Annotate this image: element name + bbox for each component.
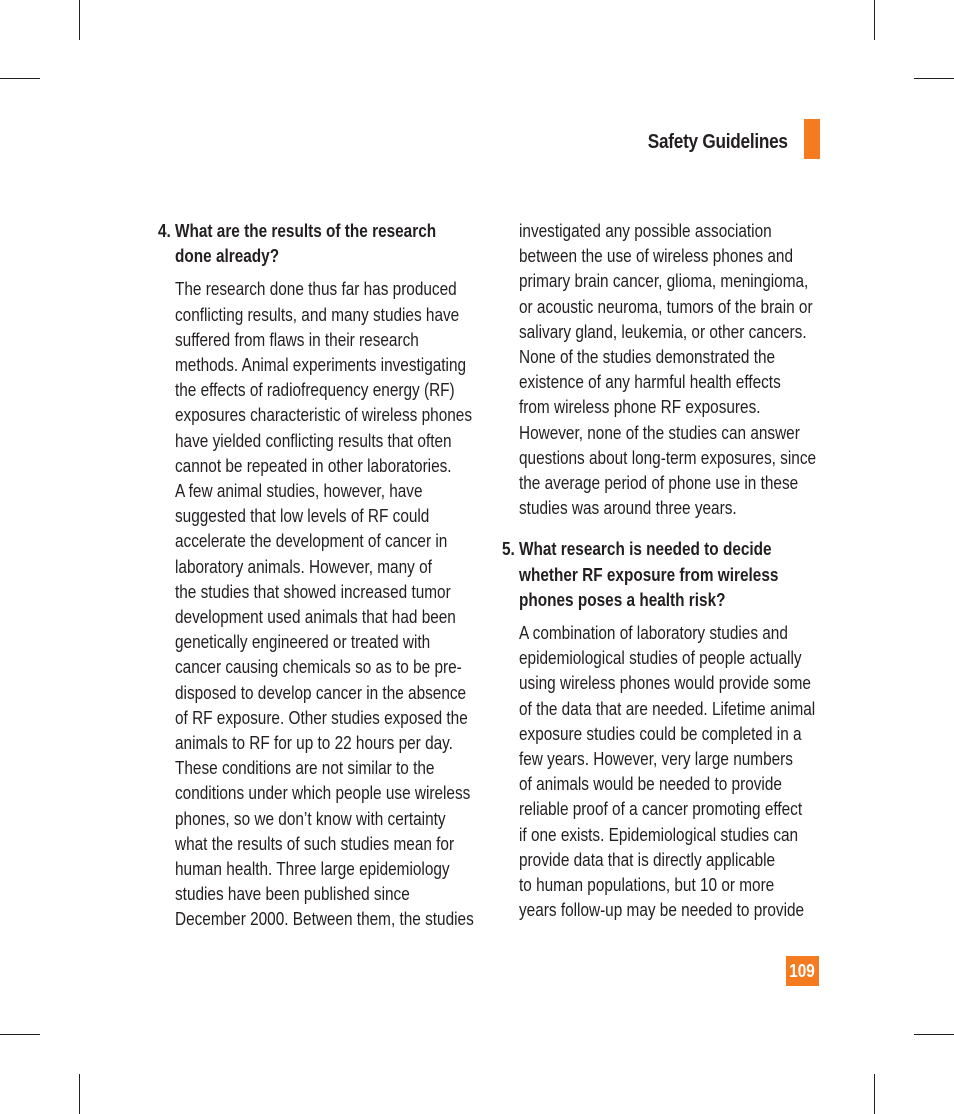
crop-mark-bottom-right-vertical [874,1074,875,1114]
question-5-title-line: phones poses a health risk? [519,588,726,610]
answer-line: suffered from flaws in their research [175,328,419,350]
answer-line: animals to RF for up to 22 hours per day. [175,732,453,754]
question-5-title-line: whether RF exposure from wireless [519,563,779,585]
question-5-heading [502,536,832,612]
answer-line: using wireless phones would provide some [519,672,811,694]
answer-line: from wireless phone RF exposures. [519,396,761,418]
section-title: Safety Guidelines [648,131,788,153]
answer-line: investigated any possible association [519,220,772,241]
section-tab-marker [804,119,820,159]
crop-mark-bottom-left-vertical [79,1074,80,1114]
question-5-answer [502,620,832,922]
answer-line: None of the studies demonstrated the [519,346,776,368]
question-4-answer-continued [502,218,832,520]
answer-line: conditions under which people use wireless [175,782,471,804]
answer-line: exposures characteristic of wireless phones [175,404,473,426]
answer-line: cannot be repeated in other laboratories. [175,454,452,476]
answer-line: genetically engineered or treated with [175,631,431,653]
answer-line: methods. Animal experiments investigating [175,354,467,376]
answer-line: These conditions are not similar to the [175,757,435,779]
question-4-title-line: What are the results of the research [175,220,437,241]
answer-line: the studies that showed increased tumor [175,580,451,602]
crop-mark-bottom-left-horizontal [0,1034,40,1035]
answer-line: cancer causing chemicals so as to be pre- [175,656,462,678]
question-5-title-line: What research is needed to decide [519,538,772,560]
answer-line: epidemiological studies of people actually [519,647,802,669]
page-number-badge [786,956,819,986]
answer-line: of the data that are needed. Lifetime animal [519,697,816,719]
question-4-heading [158,218,488,268]
crop-mark-top-left-horizontal [0,78,40,79]
answer-line: suggested that low levels of RF could [175,505,430,527]
answer-line: of animals would be needed to provide [519,773,782,795]
answer-line: A combination of laboratory studies and [519,622,788,644]
question-5-number: 5. [502,538,515,560]
answer-line: to human populations, but 10 or more [519,874,775,896]
question-4-answer [158,276,488,931]
answer-line: the average period of phone use in these [519,472,799,494]
question-4-number: 4. [158,220,171,241]
answer-line: reliable proof of a cancer promoting effect [519,798,803,820]
answer-line: between the use of wireless phones and [519,245,794,267]
answer-line: have yielded conflicting results that often [175,429,452,451]
answer-line: primary brain cancer, glioma, meningioma, [519,270,809,292]
crop-mark-bottom-right-horizontal [914,1034,954,1035]
answer-line: of RF exposure. Other studies exposed the [175,706,468,728]
answer-line: what the results of such studies mean for [175,832,455,854]
answer-line: years follow-up may be needed to provide [519,899,805,921]
right-column [502,218,832,922]
answer-line: or acoustic neuroma, tumors of the brain or [519,295,813,317]
answer-line: if one exists. Epidemiological studies can [519,823,799,845]
answer-line: A few animal studies, however, have [175,480,423,502]
answer-line: questions about long-term exposures, since [519,446,817,468]
answer-line: However, none of the studies can answer [519,421,800,443]
answer-line: phones, so we don’t know with certainty [175,807,446,829]
answer-line: studies was around three years. [519,497,737,519]
answer-line: provide data that is directly applicable [519,848,776,870]
answer-line: accelerate the development of cancer in [175,530,448,552]
crop-mark-top-right-horizontal [914,78,954,79]
answer-line: December 2000. Between them, the studies [175,908,474,930]
left-column [158,218,488,932]
answer-line: The research done thus far has produced [175,278,457,300]
answer-line: few years. However, very large numbers [519,748,793,770]
answer-line: existence of any harmful health effects [519,371,781,393]
answer-line: conflicting results, and many studies have [175,303,460,325]
crop-mark-top-left-vertical [79,0,80,40]
answer-line: human health. Three large epidemiology [175,858,450,880]
answer-line: exposure studies could be completed in a [519,722,802,744]
answer-line: laboratory animals. However, many of [175,555,432,577]
page-number: 109 [789,961,816,981]
answer-line: disposed to develop cancer in the absence [175,681,467,703]
answer-line: the effects of radiofrequency energy (RF) [175,379,455,401]
answer-line: studies have been published since [175,883,410,905]
question-4-title-line: done already? [175,245,280,267]
answer-line: development used animals that had been [175,606,456,628]
answer-line: salivary gland, leukemia, or other cancers. [519,320,807,342]
crop-mark-top-right-vertical [874,0,875,40]
